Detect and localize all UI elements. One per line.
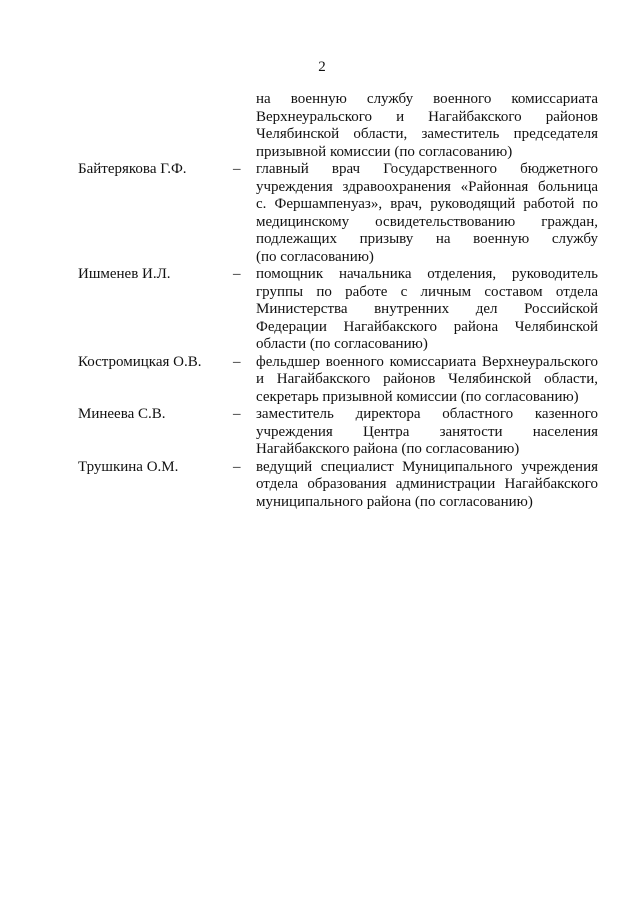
member-entry [78,266,598,354]
description-line: главный врач Государственного бюджетного [256,161,598,177]
description-line: муниципального района (по согласованию) [256,493,533,510]
description-line: Нагайбакского района (по согласованию) [256,441,520,457]
dash-separator: – [233,266,241,282]
member-name: Байтерякова Г.Ф. [78,161,187,177]
dash-separator: – [233,458,241,475]
member-description [256,459,598,512]
member-name: Трушкина О.М. [78,458,179,475]
description-line: помощник начальника отделения, руководитель [256,266,598,282]
description-line: (по согласованию) [256,248,374,265]
description-line: Верхнеуральского и Нагайбакского районов [256,108,598,125]
member-description [256,266,598,354]
description-line: фельдшер военного комиссариата Верхнеуральского [256,353,598,370]
description-line: области (по согласованию) [256,336,428,352]
dash-separator: – [233,353,241,370]
dash-separator: – [233,161,241,177]
description-line: заместитель директора областного казенного [256,406,598,422]
description-line: Челябинской области, заместитель председателя [256,126,598,142]
description-line: отдела образования администрации Нагайбакского [256,476,598,492]
description-line: подлежащих призыву на военную службу [256,231,598,247]
member-description [256,91,598,161]
commission-member-list [78,91,598,511]
description-line: на военную службу военного комиссариата [256,91,598,107]
member-entry [78,406,598,459]
description-line: секретарь призывной комиссии (по согласованию) [256,388,579,405]
description-line: учреждения Центра занятости населения [256,423,598,440]
description-line: с. Фершампенуаз», врач, руководящий работой по [256,196,598,212]
member-name: Костромицкая О.В. [78,353,202,370]
description-line: группы по работе с личным составом отдела [256,283,598,300]
description-line: медицинскому освидетельствованию граждан, [256,213,598,230]
member-entry [78,161,598,266]
description-line: Федерации Нагайбакского района Челябинской [256,318,598,335]
member-entry [78,459,598,512]
page-number: 2 [318,59,326,75]
description-line: Министерства внутренних дел Российской [256,301,598,317]
continued-entry [78,91,598,161]
description-line: призывной комиссии (по согласованию) [256,143,513,160]
member-entry [78,354,598,407]
member-description [256,406,598,459]
member-description [256,161,598,266]
description-line: учреждения здравоохранения «Районная больница [256,178,598,195]
description-line: ведущий специалист Муниципального учреждения [256,458,598,475]
dash-separator: – [233,406,241,422]
description-line: и Нагайбакского районов Челябинской области, [256,371,598,387]
member-name: Ишменев И.Л. [78,266,171,282]
member-name: Минеева С.В. [78,406,166,422]
member-description [256,354,598,407]
